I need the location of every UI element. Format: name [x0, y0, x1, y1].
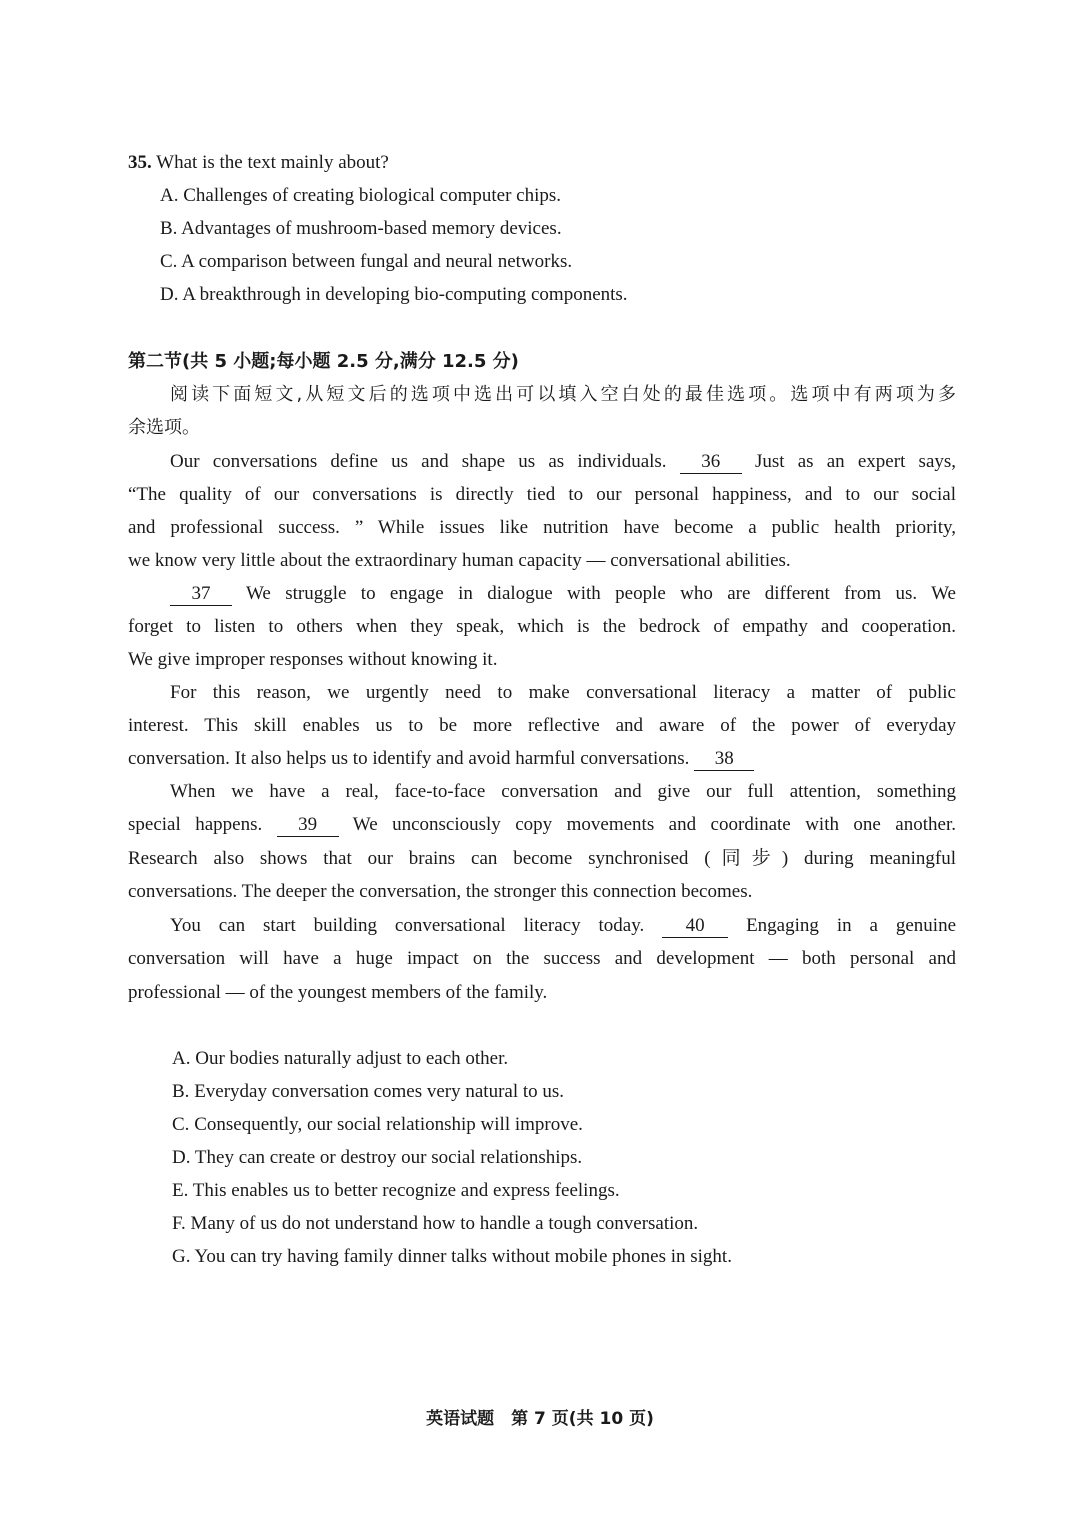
q35-option-a — [160, 183, 561, 209]
option-text: A breakthrough in developing bio-computing components. — [182, 284, 628, 305]
passage-p4-line3: Research also shows that our brains can become synchronised (同步) during meaningful — [128, 848, 956, 869]
blank-38: 38 — [694, 748, 754, 771]
choice-c — [172, 1112, 583, 1138]
option-letter: D. — [160, 284, 179, 305]
text-segment: We struggle to engage in dialogue with people who are different from us. We — [246, 583, 956, 604]
text-segment: Our conversations define us and shape us as individuals. — [170, 451, 667, 472]
passage-p3-line2: interest. This skill enables us to be more reflective and aware of the power of everyday — [128, 715, 956, 736]
choice-text: You can try having family dinner talks without mobile phones in sight. — [194, 1246, 732, 1267]
text-segment: Just as an expert says, — [754, 451, 957, 472]
choice-letter: G. — [172, 1246, 191, 1267]
text-segment: We unconsciously copy movements and coordinate with one another. — [352, 814, 956, 835]
passage-p4-line1: When we have a real, face-to-face conversation and give our full attention, something — [170, 781, 956, 802]
choice-text: This enables us to better recognize and express feelings. — [192, 1180, 620, 1201]
passage-p2-line3: We give improper responses without knowing it. — [128, 649, 498, 670]
passage-p5-line3: professional — of the youngest members of the family. — [128, 982, 548, 1003]
option-letter: A. — [160, 185, 179, 206]
choice-text: Everyday conversation comes very natural to us. — [194, 1081, 565, 1102]
choice-a — [172, 1046, 508, 1072]
passage-p2-line1 — [170, 581, 956, 607]
passage-p4-line4: conversations. The deeper the conversation, the stronger this connection becomes. — [128, 881, 753, 902]
choice-f — [172, 1211, 698, 1237]
choice-letter: D. — [172, 1147, 191, 1168]
text-segment: You can start building conversational literacy today. — [170, 915, 645, 936]
choice-g — [172, 1244, 732, 1270]
question-35-stem — [128, 150, 389, 176]
text-segment: Engaging in a genuine — [746, 915, 957, 936]
choice-letter: A. — [172, 1048, 191, 1069]
passage-p1-line3: and professional success. ” While issues like nutrition have become a public health priority, — [128, 517, 956, 538]
q35-option-b — [160, 216, 562, 242]
passage-p2-line2: forget to listen to others when they speak, which is the bedrock of empathy and cooperation. — [128, 616, 956, 637]
choice-text: Consequently, our social relationship will improve. — [194, 1114, 583, 1135]
option-letter: B. — [160, 218, 178, 239]
choice-d — [172, 1145, 582, 1171]
choice-letter: E. — [172, 1180, 189, 1201]
passage-p3-line1: For this reason, we urgently need to make conversational literacy a matter of public — [170, 682, 956, 703]
option-text: Challenges of creating biological computer chips. — [183, 185, 562, 206]
passage-p1-line2: “The quality of our conversations is directly tied to our personal happiness, and to our social — [128, 484, 956, 505]
choice-e — [172, 1178, 620, 1204]
passage-p5-line2: conversation will have a huge impact on the success and development — both personal and — [128, 948, 956, 969]
text-segment: conversation. It also helps us to identify and avoid harmful conversations. — [128, 748, 690, 769]
passage-p3-line3 — [128, 746, 754, 772]
choice-letter: C. — [172, 1114, 190, 1135]
blank-39: 39 — [277, 814, 339, 837]
question-number: 35. — [128, 152, 152, 173]
option-letter: C. — [160, 251, 178, 272]
passage-p1-line4: we know very little about the extraordinary human capacity — conversational abilities. — [128, 550, 791, 571]
choice-text: They can create or destroy our social relationships. — [194, 1147, 583, 1168]
section-instruction-line1: 阅读下面短文,从短文后的选项中选出可以填入空白处的最佳选项。选项中有两项为多 — [170, 384, 956, 405]
text-segment: special happens. — [128, 814, 263, 835]
blank-36: 36 — [680, 451, 742, 474]
page-footer: 英语试题 第 7 页(共 10 页) — [426, 1409, 654, 1429]
section-instruction-line2: 余选项。 — [128, 417, 200, 438]
option-text: Advantages of mushroom-based memory devices. — [181, 218, 562, 239]
q35-option-d — [160, 282, 628, 308]
passage-p5-line1 — [170, 913, 956, 939]
choice-b — [172, 1079, 564, 1105]
choice-text: Many of us do not understand how to handle a tough conversation. — [190, 1213, 699, 1234]
section-heading: 第二节(共 5 小题;每小题 2.5 分,满分 12.5 分) — [128, 351, 519, 372]
question-text: What is the text mainly about? — [156, 152, 389, 173]
passage-p4-line2 — [128, 812, 956, 838]
blank-37: 37 — [170, 583, 232, 606]
choice-text: Our bodies naturally adjust to each other. — [195, 1048, 509, 1069]
passage-p1-line1 — [170, 449, 956, 475]
choice-letter: B. — [172, 1081, 190, 1102]
option-text: A comparison between fungal and neural networks. — [181, 251, 573, 272]
choice-letter: F. — [172, 1213, 186, 1234]
q35-option-c — [160, 249, 572, 275]
blank-40: 40 — [662, 915, 728, 938]
